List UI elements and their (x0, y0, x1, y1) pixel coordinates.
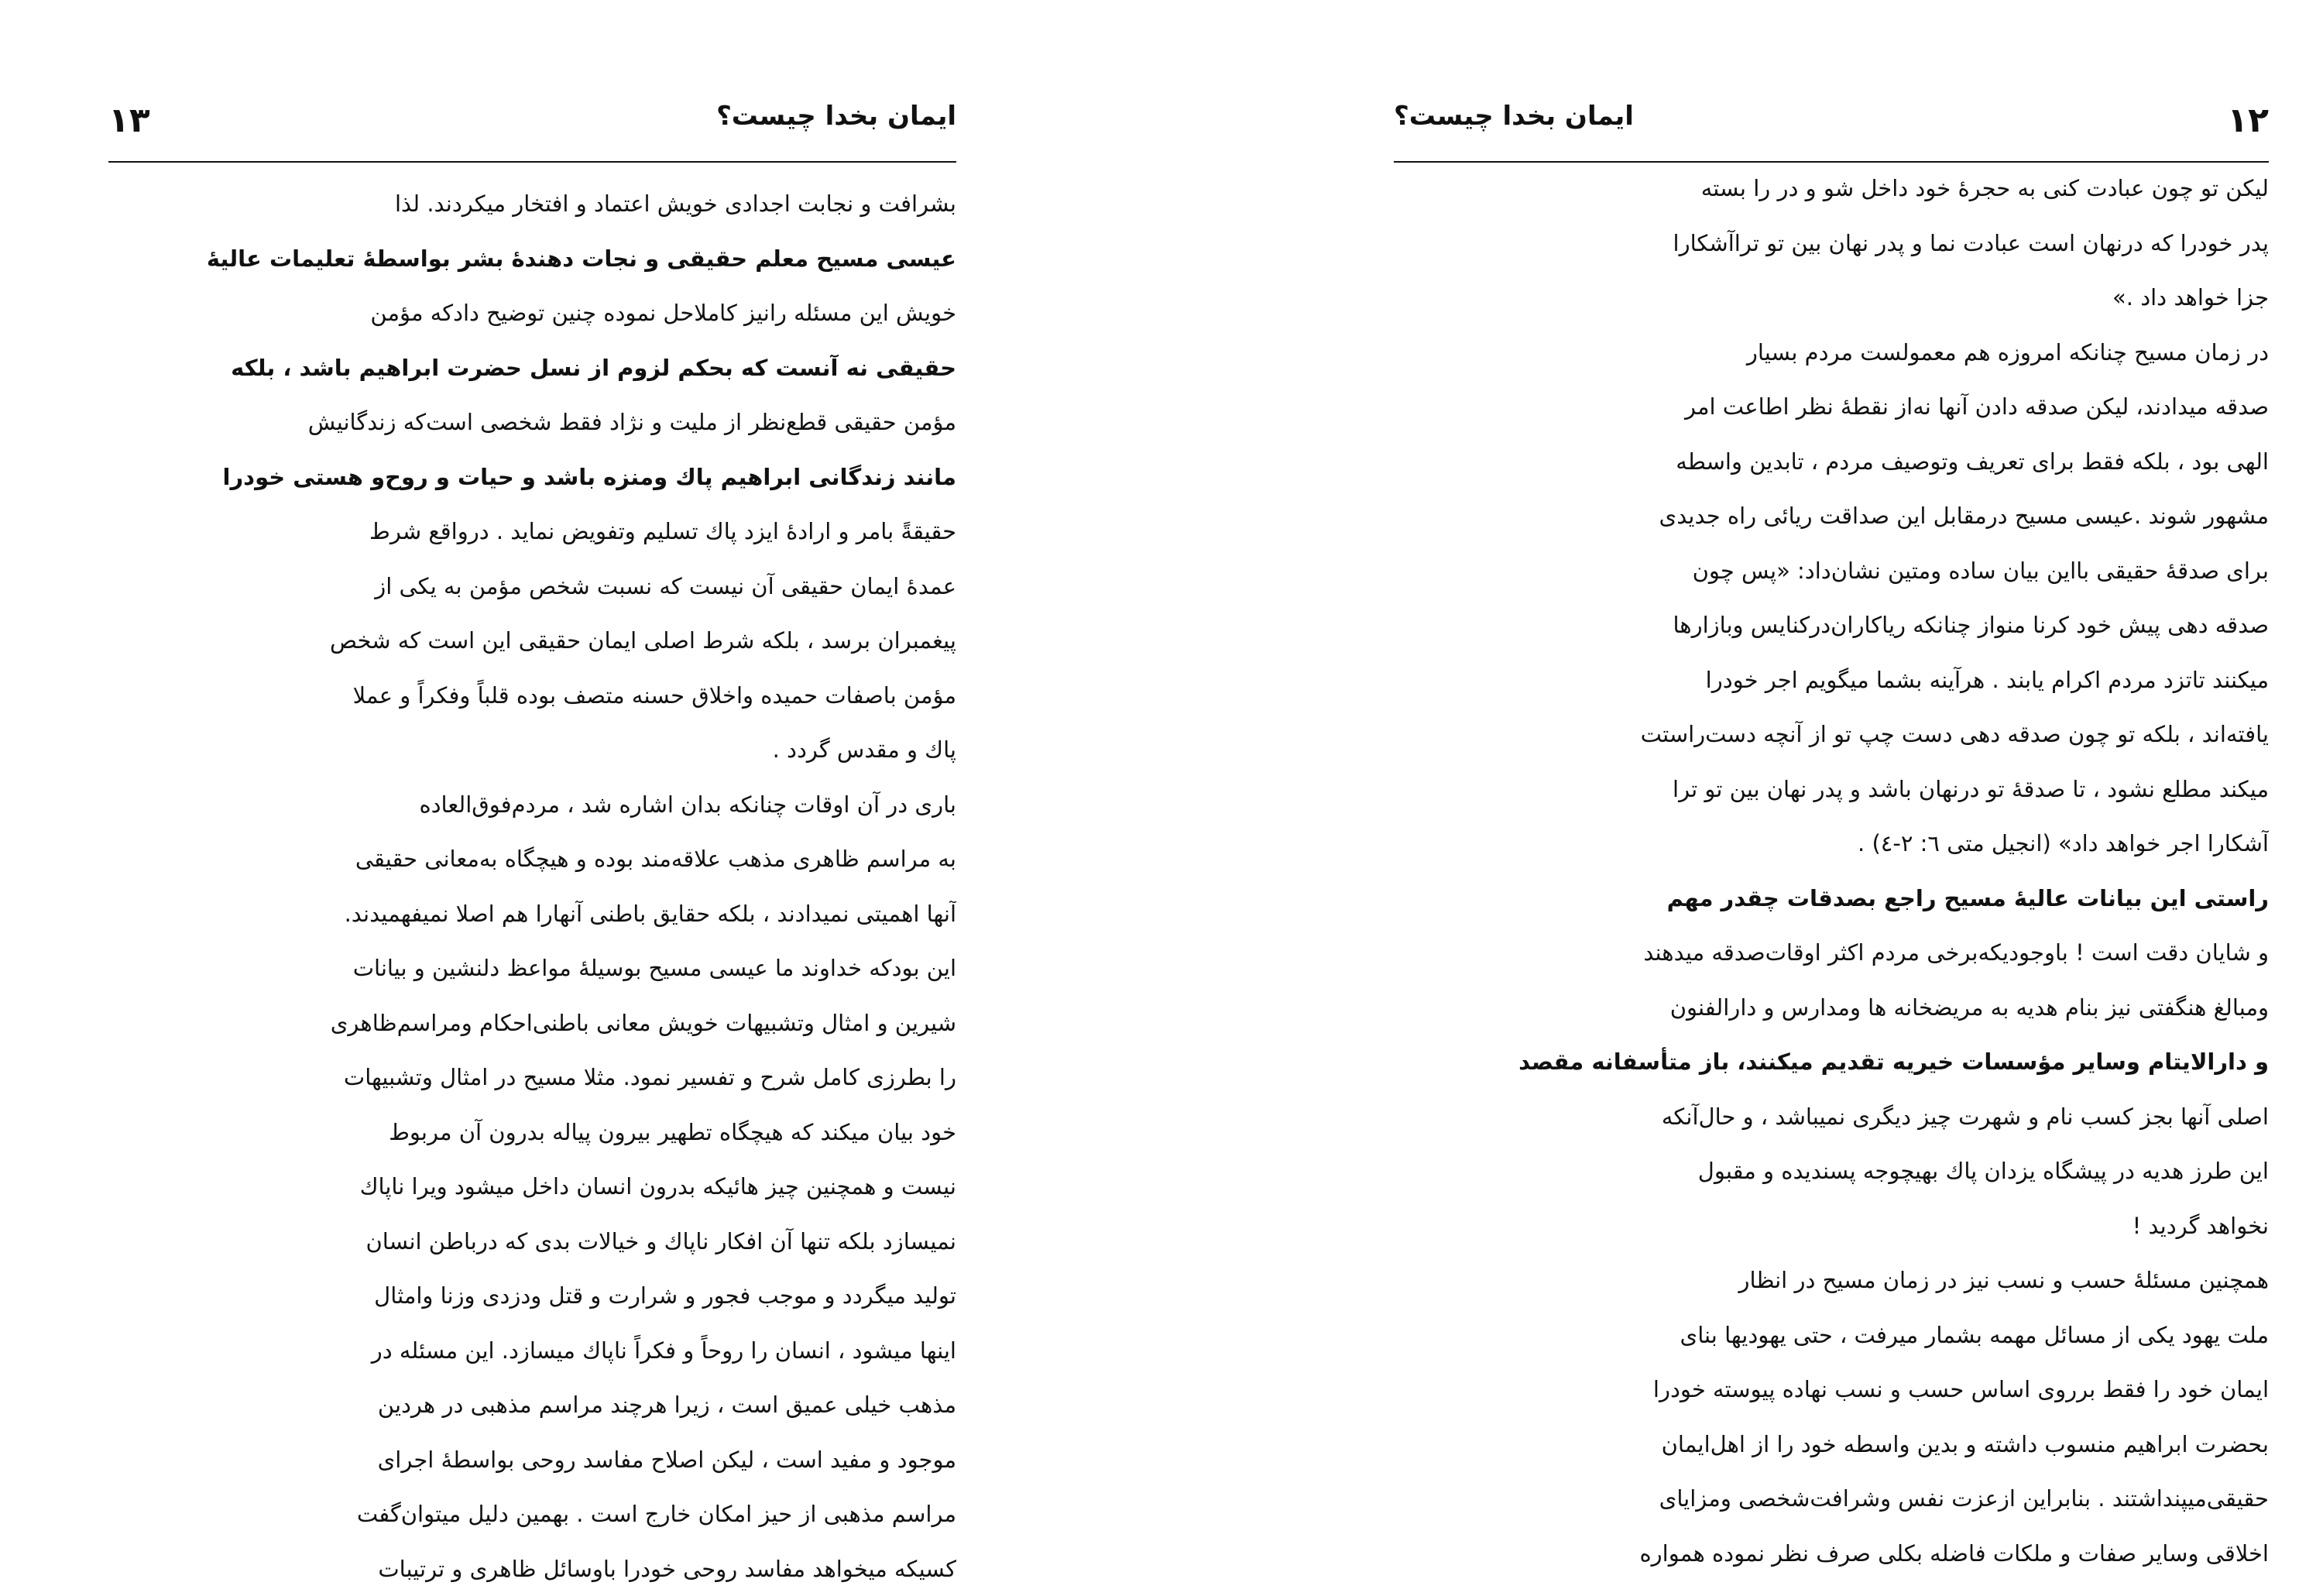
text-line: به مراسم ظاهری مذهب علاقه‌مند بوده و هیچگاه به‌معانی حقیقی (108, 832, 956, 887)
running-title: ایمان بخدا چیست؟ (716, 101, 956, 132)
text-line: حقیقی نه آنست که بحکم لزوم از نسل حضرت ابراهیم باشد ، بلکه (108, 341, 956, 396)
text-line: خویش این مسئله رانیز کاملاحل نموده چنین توضیح دادکه مؤمن (108, 286, 956, 341)
text-line: لیکن تو چون عبادت کنی به حجرهٔ خود داخل شو و در را بسته (1394, 161, 2269, 216)
text-line: میکند مطلع نشود ، تا صدقهٔ تو درنهان باشد و پدر نهان بین تو ترا (1394, 762, 2269, 817)
text-line: الهی بود ، بلکه فقط برای تعریف وتوصیف مردم ، تابدین واسطه (1394, 434, 2269, 489)
text-line: ملت یهود یکی از مسائل مهمه بشمار میرفت ، حتی یهودیها بنای (1394, 1308, 2269, 1363)
text-line: حقیقی‌میپنداشتند . بنابراین ازعزت نفس وشرافت‌شخصی ومزایای (1394, 1471, 2269, 1526)
text-line: نیست و همچنین چیز هائیکه بدرون انسان داخل میشود ویرا ناپاك (108, 1159, 956, 1214)
text-line: میکنند تاتزد مردم اکرام یابند . هرآینه بشما میگویم اجر خودرا (1394, 653, 2269, 708)
text-line: همچنین مسئلهٔ حسب و نسب نیز در زمان مسیح در انظار (1394, 1253, 2269, 1308)
running-title: ایمان بخدا چیست؟ (1394, 101, 1634, 132)
text-line: ایمان خود را فقط برروی اساس حسب و نسب نهاده پیوسته خودرا (1394, 1362, 2269, 1417)
text-line: این طرز هدیه در پیشگاه یزدان پاك بهیچوجه پسندیده و مقبول (1394, 1144, 2269, 1199)
text-line: مذهب خیلی عمیق است ، زیرا هرچند مراسم مذهبی در هردین (108, 1378, 956, 1433)
text-line: آنها اهمیتی نمیدادند ، بلکه حقایق باطنی آنهارا هم اصلا نمیفهمیدند. (108, 887, 956, 942)
text-line: آشکارا اجر خواهد داد» (انجیل متی ٦: ٢-٤) . (1394, 816, 2269, 871)
text-line: صدقه میدادند، لیکن صدقه دادن آنها نه‌از نقطهٔ نظر اطاعت امر (1394, 379, 2269, 434)
left-page-header (108, 101, 956, 170)
right-page (1162, 0, 2323, 1549)
text-line: ومبالغ هنگفتی نیز بنام هدیه به مریضخانه ها ومدارس و دارالفنون (1394, 980, 2269, 1035)
text-line: در زمان مسیح چنانکه امروزه هم معمولست مردم بسیار (1394, 325, 2269, 380)
text-line: و شایان دقت است ! باوجودیکه‌برخی مردم اکثر اوقات‌صدقه میدهند (1394, 925, 2269, 980)
text-line: پدر خودرا که درنهان است عبادت نما و پدر نهان بین تو تراآشکارا (1394, 216, 2269, 271)
text-line: برای صدقهٔ حقیقی بااین بیان ساده ومتین نشان‌داد: «پس چون (1394, 544, 2269, 599)
text-line: کسیکه میخواهد مفاسد روحی خودرا باوسائل ظاهری و ترتیبات (108, 1542, 956, 1596)
text-line: حقیقةً بامر و ارادهٔ ایزد پاك تسلیم وتفویض نماید . درواقع شرط (108, 504, 956, 559)
text-line: اصلی آنها بجز کسب نام و شهرت چیز دیگری نمیباشد ، و حال‌آنکه (1394, 1090, 2269, 1145)
text-line: اینها میشود ، انسان را روحاً و فکراً ناپاك میسازد. این مسئله در (108, 1323, 956, 1378)
text-line: موجود و مفید است ، لیکن اصلاح مفاسد روحی بواسطهٔ اجرای (108, 1433, 956, 1488)
right-page-body (1394, 161, 2269, 1581)
text-line: یافته‌اند ، بلکه تو چون صدقه دهی دست چپ تو از آنچه دست‌راستت (1394, 707, 2269, 762)
text-line: جزا خواهد داد .» (1394, 270, 2269, 325)
text-line: پیغمبران برسد ، بلکه شرط اصلی ایمان حقیقی این است که شخص (108, 613, 956, 668)
text-line: و دارالایتام وسایر مؤسسات خیریه تقدیم میکنند، باز متأسفانه مقصد (1394, 1035, 2269, 1090)
text-line: بشرافت و نجابت اجدادی خویش اعتماد و افتخار میکردند. لذا (108, 177, 956, 232)
text-line: تولید میگردد و موجب فجور و شرارت و قتل ودزدی وزنا وامثال (108, 1268, 956, 1323)
text-line: عمدهٔ ایمان حقیقی آن نیست که نسبت شخص مؤمن به یکی از (108, 559, 956, 614)
text-line: این بودکه خداوند ما عیسی مسیح بوسیلهٔ مواعظ دلنشین و بیانات (108, 941, 956, 996)
text-line: اخلاقی وسایر صفات و ملکات فاضله بکلی صرف نظر نموده همواره (1394, 1526, 2269, 1581)
page-number: ۱۳ (108, 101, 150, 140)
left-page-body (108, 177, 956, 1596)
text-line: شیرین و امثال وتشبیهات خویش معانی باطنی‌احکام ومراسم‌ظاهری (108, 996, 956, 1051)
text-line: پاك و مقدس گردد . (108, 722, 956, 777)
text-line: مؤمن باصفات حمیده واخلاق حسنه متصف بوده قلباً وفکراً و عملا (108, 668, 956, 723)
text-line: نخواهد گردید ! (1394, 1199, 2269, 1254)
text-line: را بطرزی کامل شرح و تفسیر نمود. مثلا مسیح در امثال وتشبیهات (108, 1050, 956, 1105)
page-number: ۱۲ (2227, 101, 2269, 140)
left-page (0, 0, 1162, 1549)
text-line: مانند زندگانی ابراهیم پاك ومنزه باشد و حیات و روح‌و هستی خودرا (108, 450, 956, 505)
header-rule (108, 161, 956, 163)
text-line: صدقه دهی پیش خود کرنا منواز چنانکه ریاکاران‌در‌کنایس وبازارها (1394, 598, 2269, 653)
text-line: عیسی مسیح معلم حقیقی و نجات دهندهٔ بشر بواسطهٔ تعلیمات عالیهٔ (108, 232, 956, 287)
text-line: خود بیان میکند که هیچگاه تطهیر بیرون پیاله بدرون آن مربوط (108, 1105, 956, 1160)
text-line: مراسم مذهبی از حیز امکان خارج است . بهمین دلیل میتوان‌گفت (108, 1487, 956, 1542)
text-line: مؤمن حقیقی قطع‌نظر از ملیت و نژاد فقط شخصی است‌که زندگانیش (108, 395, 956, 450)
text-line: باری در آن اوقات چنانکه بدان اشاره شد ، مردم‌فوق‌العاده (108, 777, 956, 832)
text-line: راستی این بیانات عالیهٔ مسیح راجع بصدقات چقدر مهم (1394, 871, 2269, 926)
text-line: نمیسازد بلکه تنها آن افکار ناپاك و خیالات بدی که درباطن انسان (108, 1214, 956, 1269)
right-page-header (1394, 101, 2269, 170)
text-line: بحضرت ابراهیم منسوب داشته و بدین واسطه خود را از اهل‌ایمان (1394, 1417, 2269, 1472)
text-line: مشهور شوند .عیسی مسیح درمقابل این صداقت ریائی راه جدیدی (1394, 489, 2269, 544)
